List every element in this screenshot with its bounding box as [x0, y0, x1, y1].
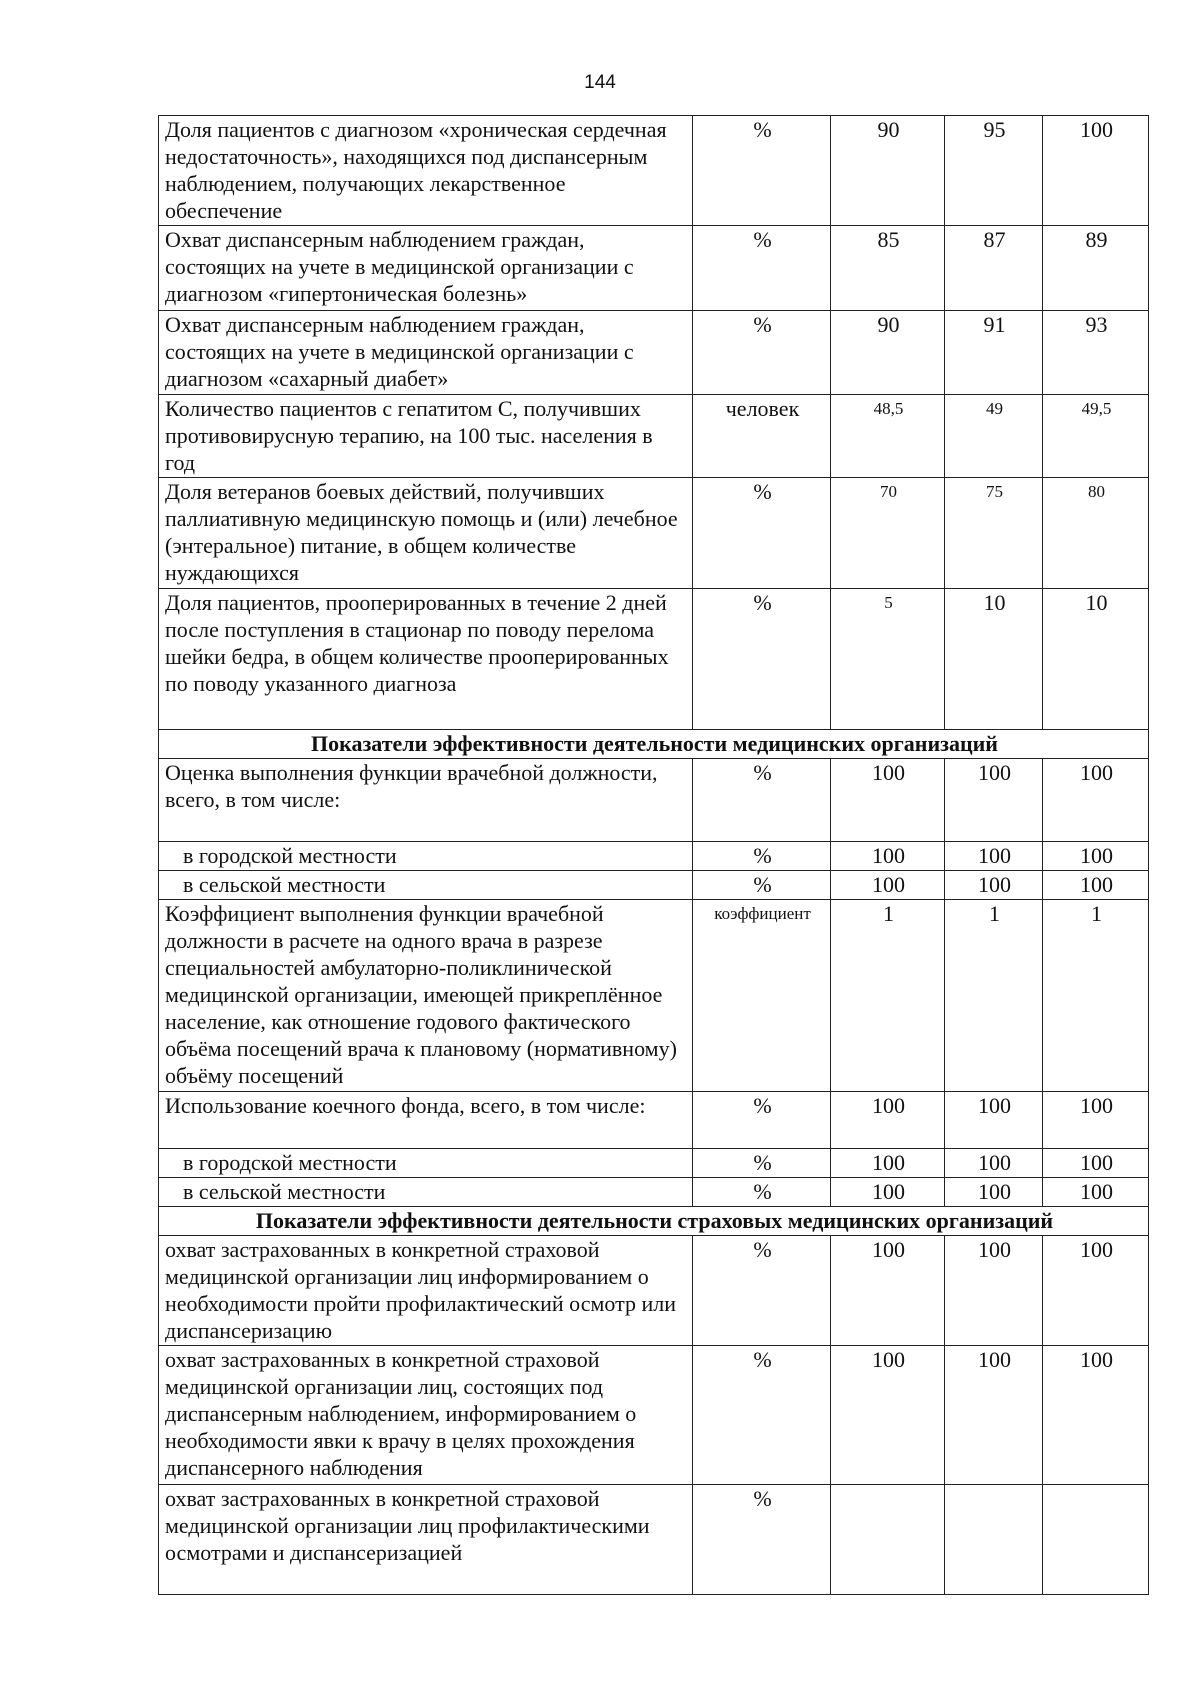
indicator-unit: %	[693, 1485, 831, 1595]
indicator-value-3: 100	[1043, 116, 1149, 226]
indicator-unit: %	[693, 1236, 831, 1346]
indicator-value-1: 90	[831, 311, 945, 395]
table-row	[159, 478, 1149, 589]
indicator-unit: человек	[693, 395, 831, 478]
indicator-name: охват застрахованных в конкретной страховой медицинской организации лиц, состоящих под диспансерным наблюдением, информированием о необходимости явки к врачу в целях прохождения диспансерного наблюдения	[159, 1346, 693, 1485]
indicator-value-2: 100	[945, 759, 1043, 842]
indicator-unit: %	[693, 226, 831, 311]
table-row	[159, 1485, 1149, 1595]
indicator-name: в городской местности	[159, 1149, 693, 1178]
table-row	[159, 759, 1149, 842]
indicator-value-1: 100	[831, 1178, 945, 1207]
indicator-value-2: 100	[945, 1236, 1043, 1346]
table-row	[159, 871, 1149, 900]
indicator-name: Оценка выполнения функции врачебной должности, всего, в том числе:	[159, 759, 693, 842]
indicator-value-3: 100	[1043, 759, 1149, 842]
indicator-value-2: 100	[945, 842, 1043, 871]
indicator-name: охват застрахованных в конкретной страховой медицинской организации лиц профилактическими осмотрами и диспансеризацией	[159, 1485, 693, 1595]
indicator-unit: %	[693, 311, 831, 395]
indicator-name: Доля ветеранов боевых действий, получивших паллиативную медицинскую помощь и (или) лечебное (энтеральное) питание, в общем количестве нуждающихся	[159, 478, 693, 589]
indicator-unit: %	[693, 1149, 831, 1178]
indicator-name: в сельской местности	[159, 1178, 693, 1207]
indicator-unit: %	[693, 842, 831, 871]
indicator-value-1: 100	[831, 1236, 945, 1346]
table-row	[159, 1346, 1149, 1485]
indicator-value-1: 5	[831, 589, 945, 730]
indicator-value-2: 95	[945, 116, 1043, 226]
indicator-value-2: 100	[945, 1149, 1043, 1178]
indicator-value-3: 100	[1043, 1236, 1149, 1346]
indicator-unit: %	[693, 116, 831, 226]
indicator-name: в сельской местности	[159, 871, 693, 900]
indicator-value-3: 1	[1043, 900, 1149, 1092]
indicator-value-3: 100	[1043, 1149, 1149, 1178]
table-row	[159, 842, 1149, 871]
indicator-value-1: 100	[831, 759, 945, 842]
indicator-name: Количество пациентов с гепатитом С, получивших противовирусную терапию, на 100 тыс. населения в год	[159, 395, 693, 478]
indicator-value-2: 100	[945, 1178, 1043, 1207]
indicator-value-1: 100	[831, 1092, 945, 1149]
page-number: 144	[584, 72, 616, 93]
indicator-value-3: 100	[1043, 871, 1149, 900]
indicator-name: охват застрахованных в конкретной страховой медицинской организации лиц информированием о необходимости пройти профилактический осмотр или диспансеризацию	[159, 1236, 693, 1346]
section-row	[159, 1207, 1149, 1236]
indicator-value-2	[945, 1485, 1043, 1595]
indicator-unit: коэффициент	[693, 900, 831, 1092]
indicator-value-3: 100	[1043, 1178, 1149, 1207]
indicator-name: Коэффициент выполнения функции врачебной должности в расчете на одного врача в разрезе специальностей амбулаторно-поликлинической медицинской организации, имеющей прикреплённое население, как отношение годового фактического объёма посещений врача к плановому (нормативному) объёму посещений	[159, 900, 693, 1092]
indicator-value-3: 10	[1043, 589, 1149, 730]
table-row	[159, 395, 1149, 478]
indicator-value-2: 1	[945, 900, 1043, 1092]
indicator-name: Доля пациентов, прооперированных в течение 2 дней после поступления в стационар по поводу перелома шейки бедра, в общем количестве прооперированных по поводу указанного диагноза	[159, 589, 693, 730]
indicator-value-2: 10	[945, 589, 1043, 730]
indicator-value-1: 90	[831, 116, 945, 226]
indicator-value-1: 48,5	[831, 395, 945, 478]
indicator-unit: %	[693, 478, 831, 589]
indicator-unit: %	[693, 871, 831, 900]
table-row	[159, 1092, 1149, 1149]
indicator-value-3	[1043, 1485, 1149, 1595]
indicator-value-2: 87	[945, 226, 1043, 311]
indicator-name: Охват диспансерным наблюдением граждан, состоящих на учете в медицинской организации с диагнозом «гипертоническая болезнь»	[159, 226, 693, 311]
section-row	[159, 730, 1149, 759]
indicator-value-1: 100	[831, 1149, 945, 1178]
table-row	[159, 1236, 1149, 1346]
indicator-value-3: 49,5	[1043, 395, 1149, 478]
indicator-unit: %	[693, 1178, 831, 1207]
indicator-value-1: 100	[831, 842, 945, 871]
indicator-value-3: 89	[1043, 226, 1149, 311]
indicator-value-3: 80	[1043, 478, 1149, 589]
indicator-name: Использование коечного фонда, всего, в том числе:	[159, 1092, 693, 1149]
indicator-name: в городской местности	[159, 842, 693, 871]
indicators-table	[158, 115, 1149, 1595]
indicator-name: Охват диспансерным наблюдением граждан, состоящих на учете в медицинской организации с диагнозом «сахарный диабет»	[159, 311, 693, 395]
indicator-value-2: 75	[945, 478, 1043, 589]
table-row	[159, 900, 1149, 1092]
table-row	[159, 589, 1149, 730]
indicator-value-1: 100	[831, 871, 945, 900]
indicator-unit: %	[693, 759, 831, 842]
table-row	[159, 1178, 1149, 1207]
indicator-value-3: 93	[1043, 311, 1149, 395]
table-row	[159, 311, 1149, 395]
table-row	[159, 226, 1149, 311]
indicator-value-1: 70	[831, 478, 945, 589]
indicator-value-3: 100	[1043, 1346, 1149, 1485]
indicator-value-2: 100	[945, 1346, 1043, 1485]
indicator-value-3: 100	[1043, 1092, 1149, 1149]
indicator-value-2: 100	[945, 871, 1043, 900]
indicator-value-1: 1	[831, 900, 945, 1092]
table-row	[159, 116, 1149, 226]
indicator-value-1: 100	[831, 1346, 945, 1485]
indicator-unit: %	[693, 1346, 831, 1485]
section-heading: Показатели эффективности деятельности медицинских организаций	[159, 730, 1149, 759]
indicator-value-1	[831, 1485, 945, 1595]
indicator-value-2: 49	[945, 395, 1043, 478]
table-row	[159, 1149, 1149, 1178]
indicator-value-1: 85	[831, 226, 945, 311]
indicator-value-2: 100	[945, 1092, 1043, 1149]
indicator-unit: %	[693, 1092, 831, 1149]
indicator-value-3: 100	[1043, 842, 1149, 871]
indicator-name: Доля пациентов с диагнозом «хроническая сердечная недостаточность», находящихся под диспансерным наблюдением, получающих лекарственное обеспечение	[159, 116, 693, 226]
indicator-value-2: 91	[945, 311, 1043, 395]
indicator-unit: %	[693, 589, 831, 730]
section-heading: Показатели эффективности деятельности страховых медицинских организаций	[159, 1207, 1149, 1236]
